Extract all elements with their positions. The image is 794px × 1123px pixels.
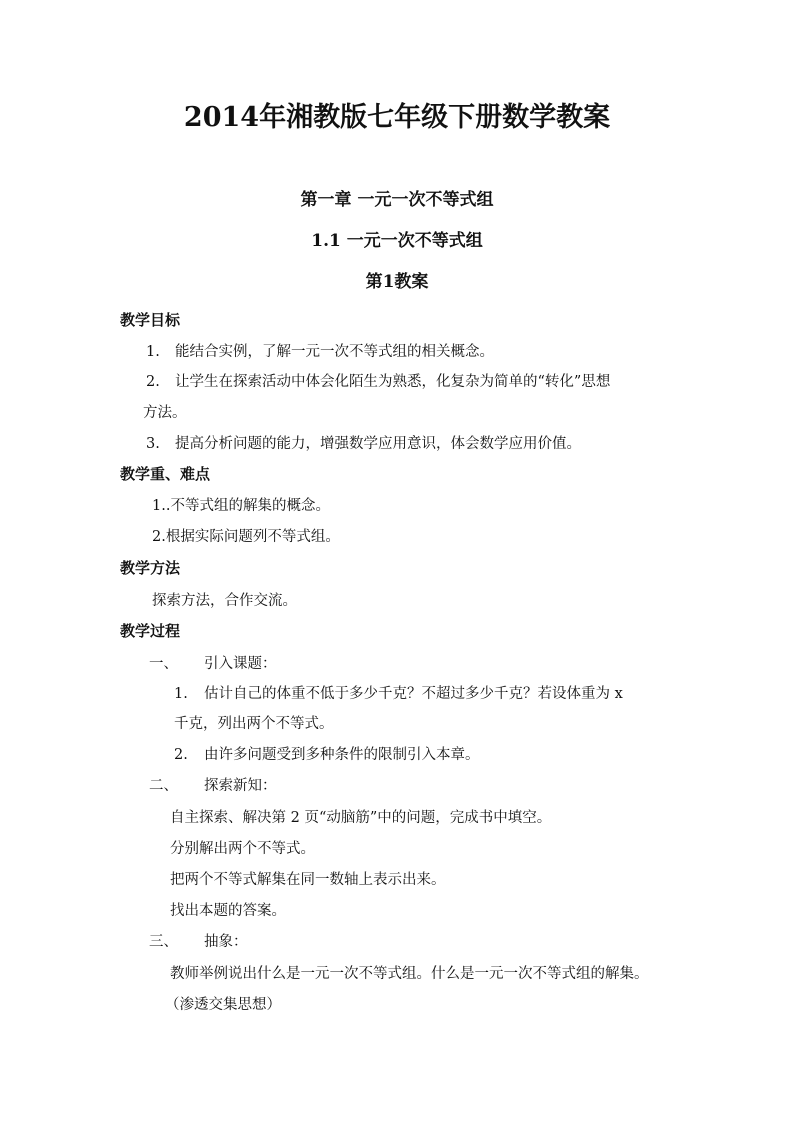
step-2-paragraph-1: 自主探索、解决第 2 页“动脑筋”中的问题，完成书中填空。 [170, 810, 552, 826]
step-2-paragraph-4: 找出本题的答案。 [170, 903, 286, 919]
methods-heading: 教学方法 [120, 559, 181, 577]
objective-item-1: 能结合实例，了解一元一次不等式组的相关概念。 [175, 344, 494, 360]
methods-text: 探索方法，合作交流。 [152, 593, 297, 609]
objective-item-2-continued: 方法。 [143, 405, 187, 421]
step-3-number: 三、 [149, 934, 178, 950]
objective-number-1: 1. [146, 344, 160, 360]
step-3-paragraph-1: 教师举例说出什么是一元一次不等式组。什么是一元一次不等式组的解集。 [170, 966, 649, 982]
step-2-paragraph-3: 把两个不等式解集在同一数轴上表示出来。 [170, 872, 446, 888]
objective-item-2: 让学生在探索活动中体会化陌生为熟悉，化复杂为简单的“转化”思想 [175, 374, 611, 390]
step-3-paragraph-2: （渗透交集思想） [165, 997, 281, 1013]
step-2-number: 二、 [149, 778, 178, 794]
objectives-heading: 教学目标 [120, 311, 181, 329]
step-2-paragraph-2: 分别解出两个不等式。 [170, 841, 315, 857]
step-1-item-1-continued: 千克，列出两个不等式。 [174, 716, 334, 732]
step-1-item-2: 由许多问题受到多种条件的限制引入本章。 [204, 747, 480, 763]
step-1-item-1: 估计自己的体重不低于多少千克？不超过多少千克？若设体重为 x [204, 686, 623, 702]
lesson-heading: 第1教案 [365, 272, 429, 292]
objective-number-3: 3. [146, 436, 160, 452]
step-1-item-number-2: 2. [174, 747, 188, 763]
process-heading: 教学过程 [120, 622, 181, 640]
section-heading: 1.1 一元一次不等式组 [311, 231, 483, 251]
step-2-title: 探索新知： [204, 778, 277, 794]
step-3-title: 抽象： [204, 934, 248, 950]
step-1-title: 引入课题： [204, 656, 277, 672]
step-1-number: 一、 [149, 656, 178, 672]
document-title: 2014年湘教版七年级下册数学教案 [183, 102, 611, 133]
objective-number-2: 2. [146, 374, 160, 390]
step-1-item-number-1: 1. [174, 686, 188, 702]
objective-item-3: 提高分析问题的能力，增强数学应用意识，体会数学应用价值。 [175, 436, 581, 452]
key-point-2: 2.根据实际问题列不等式组。 [152, 529, 340, 545]
chapter-heading: 第一章 一元一次不等式组 [300, 190, 494, 210]
key-point-1: 1..不等式组的解集的概念。 [152, 498, 330, 514]
key-points-heading: 教学重、难点 [120, 465, 211, 483]
